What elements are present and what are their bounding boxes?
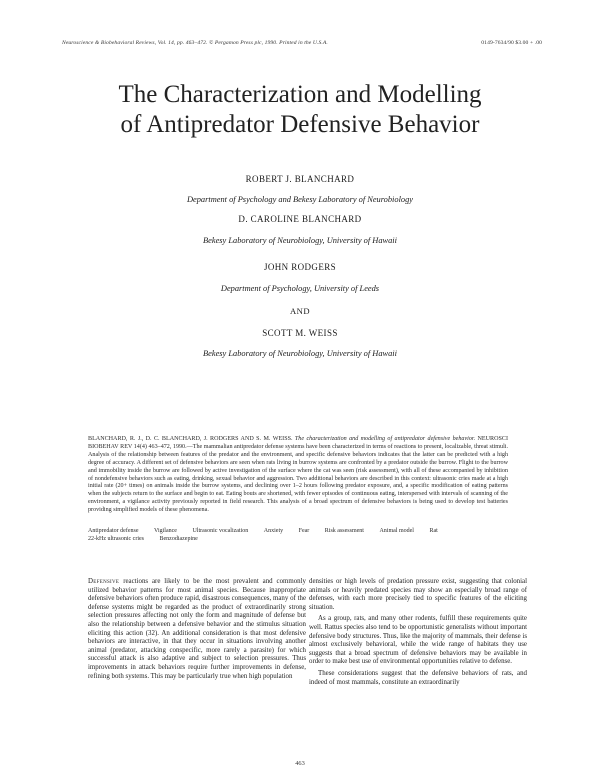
keyword: Animal model bbox=[379, 528, 414, 534]
and-separator: AND bbox=[289, 306, 311, 316]
body-paragraph: As a group, rats, and many other rodents, fulfill these requirements quite well. Rattus species also tend to be opportunistic generalists without important defensive body structures. Thus, like the majority of mammals, their defense is almost exclusively behavioral, while the wide range of habitats they use suggests that a broad spectrum of defensive behaviors may be available in order to make best use of environmental opportunities relative to defense. bbox=[309, 615, 527, 666]
body-paragraph bbox=[88, 578, 306, 681]
affiliation-2: Bekesy Laboratory of Neurobiology, University of Hawaii bbox=[203, 236, 397, 245]
journal-code: 0149-7634/90 $3.00 + .00 bbox=[481, 40, 542, 46]
lead-word: Defensive bbox=[88, 578, 120, 585]
affiliation-1: Department of Psychology and Bekesy Laboratory of Neurobiology bbox=[186, 195, 413, 204]
keywords bbox=[88, 527, 508, 543]
body-column-left bbox=[88, 578, 306, 684]
abstract-text: —The mammalian antipredator defense systems have been characterized in terms of reactions to present, localizable, threat stimuli. Analysis of the relationship between features of the predator and the environment, and specific defensive behaviors indicates that the latter can be predicted with a high degree of accuracy. A different set of defensive behaviors are seen when rats living in burrow systems are confronted by a predator outside the burrow. Flight to the burrow and immobility inside the burrow are followed by active investigation of the surface where the cat was seen (risk assessment), with all of these accompanied by inhibition of nondefensive behaviors such as eating, drinking, sexual behavior and aggression. Two additional behaviors are described in this context: ultrasonic cries made at a high initial rate (20+ times) on animals inside the burrow systems, and declining over 1–2 hours following predator exposure, and, a specific modification of eating patterns when the subjects return to the surface and begin to eat. Eating bouts are shortened, with fewer episodes of continuous eating, interspersed with intervals of scanning of the environment, a vigilance activity previously reported in field research. This analysis of a broad spectrum of defensive behaviors is being used to develop test batteries providing simplified models of these phenomena. bbox=[88, 443, 508, 514]
abstract-citation: BLANCHARD, R. J., D. C. BLANCHARD, J. RODGERS AND S. M. WEISS. bbox=[88, 436, 293, 442]
author-3: JOHN RODGERS bbox=[263, 262, 337, 272]
keyword: Antipredator defense bbox=[88, 528, 139, 534]
paper-title bbox=[0, 80, 600, 140]
journal-citation: Neuroscience & Biobehavioral Reviews, Vol. 14, pp. 463–472. © Pergamon Press plc, 1990. Printed in the U.S.A. bbox=[62, 40, 328, 46]
keyword: Benzodiazepine bbox=[159, 536, 198, 542]
body-column-right bbox=[309, 578, 527, 690]
author-2: D. CAROLINE BLANCHARD bbox=[238, 214, 362, 224]
keyword: Vigilance bbox=[153, 528, 177, 534]
keyword: 22-kHz ultrasonic cries bbox=[88, 536, 144, 542]
affiliation-3: Department of Psychology, University of Leeds bbox=[220, 284, 380, 293]
keyword: Rat bbox=[429, 528, 438, 534]
keyword: Risk assessment bbox=[324, 528, 364, 534]
page-number: 463 bbox=[295, 760, 305, 767]
author-4: SCOTT M. WEISS bbox=[262, 328, 338, 338]
keyword: Anxiety bbox=[263, 528, 284, 534]
abstract-citation-title: The characterization and modelling of antipredator defensive behavior. bbox=[294, 436, 476, 442]
title-line-1: The Characterization and Modelling bbox=[118, 81, 482, 108]
abstract-citation-ref: NEUROSCI BIOBEHAV REV 14(4) 463–472, 1990. bbox=[88, 436, 508, 450]
author-1: ROBERT J. BLANCHARD bbox=[245, 174, 355, 184]
body-paragraph: These considerations suggest that the defensive behaviors of rats, and indeed of most mammals, constitute an extraordinarily bbox=[309, 669, 527, 686]
keyword: Fear bbox=[298, 528, 310, 534]
body-paragraph: densities or high levels of predation pressure exist, suggesting that colonial animals or heavily predated species may show an especially broad range of defenses, with each more precisely tied to specific features of the eliciting situation. bbox=[309, 578, 527, 611]
title-line-2: of Antipredator Defensive Behavior bbox=[120, 111, 480, 138]
keyword: Ultrasonic vocalization bbox=[192, 528, 249, 534]
abstract bbox=[88, 436, 508, 515]
paragraph-text: reactions are likely to be the most prevalent and commonly utilized behavior patterns for most animal species. Because inappropriate defensive behaviors often produce rapid, disastrous consequences, many of the defense systems might be regarded as the product of extraordinarily strong selection pressures affecting not only the form and magnitude of defense but also the relationship between a defensive behavior and the stimulus situation eliciting this action (32). An additional consideration is that most defensive behaviors are interactive, in that they occur in situations involving another animal (predator, attacking conspecific, more rarely a parasite) for which successful attack is also adaptive and subject to selection pressures. Thus improvements in attack behaviors require further improvements in defense, refining both systems. This may be particularly true when high population bbox=[88, 578, 306, 680]
affiliation-4: Bekesy Laboratory of Neurobiology, University of Hawaii bbox=[203, 349, 397, 358]
